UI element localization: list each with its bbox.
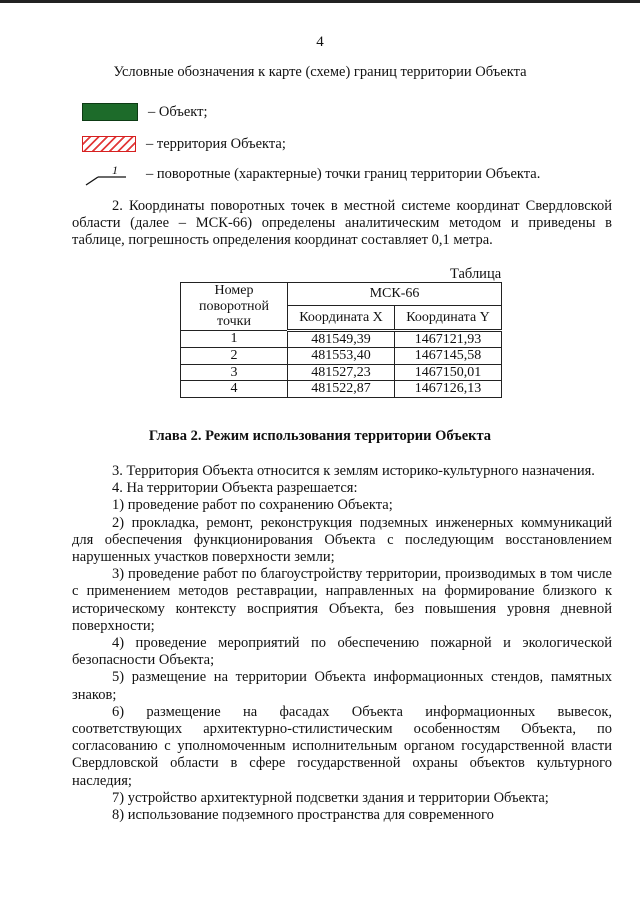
coordinates-table — [180, 282, 502, 398]
legend-item-points — [82, 164, 540, 184]
list-item: 3) проведение работ по благоустройству территории, производимых в том числе с применением методов реставрации, направленных на формирование близкого к историческому контексту восприятия Объекта, без повышения уровня дневной поверхности; — [72, 566, 612, 634]
table-row: 3 481527,23 1467150,01 — [181, 364, 502, 381]
table-header-y: Координата Y — [395, 306, 502, 330]
table-header-system: МСК-66 — [288, 283, 502, 306]
table-row: 2 481553,40 1467145,58 — [181, 348, 502, 365]
boundary-point-icon — [82, 163, 136, 185]
legend-label: – территория Объекта; — [146, 135, 286, 152]
legend-item-territory — [82, 134, 286, 154]
list-item: 8) использование подземного пространства для современного — [112, 807, 494, 824]
chapter-heading: Глава 2. Режим использования территории Объекта — [148, 428, 492, 444]
chapter-body — [72, 463, 612, 824]
paragraph-2: 2. Координаты поворотных точек в местной системе координат Свердловской области (далее – МСК-66) определены аналитическим методом и приведены в таблице, погрешность определения координат составляет 0,1 метра. — [72, 198, 612, 249]
list-item: 6) размещение на фасадах Объекта информационных вывесок, соответствующих архитектурно-стилистическим особенностям Объекта, по согласованию с уполномоченным исполнительным органом государственной власти Свердловской области в сфере государственной охраны объектов культурного наследия; — [72, 703, 612, 789]
legend-label: – поворотные (характерные) точки границ территории Объекта. — [146, 165, 541, 182]
red-hatch-swatch-icon — [82, 136, 136, 152]
table-header-point: Номер поворотной точки — [181, 283, 288, 331]
legend-label: – Объект; — [148, 103, 208, 120]
list-item: 4) проведение мероприятий по обеспечению пожарной и экологической безопасности Объекта; — [72, 635, 612, 669]
legend-item-object — [82, 102, 208, 122]
point-marker-label: 1 — [112, 163, 118, 177]
table-caption: Таблица — [450, 266, 502, 282]
paragraph: 4. На территории Объекта разрешается: — [112, 480, 358, 497]
list-item: 2) прокладка, ремонт, реконструкция подземных инженерных коммуникаций для обеспечения функционирования Объекта с последующим восстановлением нарушенных участков поверхности земли; — [72, 514, 612, 566]
table-row: 4 481522,87 1467126,13 — [181, 381, 502, 398]
page-number: 4 — [316, 34, 324, 50]
scan-edge — [0, 0, 640, 3]
legend-title: Условные обозначения к карте (схеме) границ территории Объекта — [113, 64, 527, 80]
list-item: 1) проведение работ по сохранению Объекта; — [112, 497, 393, 514]
list-item: 7) устройство архитектурной подсветки здания и территории Объекта; — [112, 789, 549, 806]
table-header-x: Координата X — [288, 306, 395, 330]
list-item: 5) размещение на территории Объекта информационных стендов, памятных знаков; — [72, 669, 612, 703]
table-row: 1 481549,39 1467121,93 — [181, 330, 502, 348]
green-fill-swatch-icon — [82, 103, 138, 121]
paragraph: 3. Территория Объекта относится к землям историко-культурного назначения. — [112, 463, 595, 479]
